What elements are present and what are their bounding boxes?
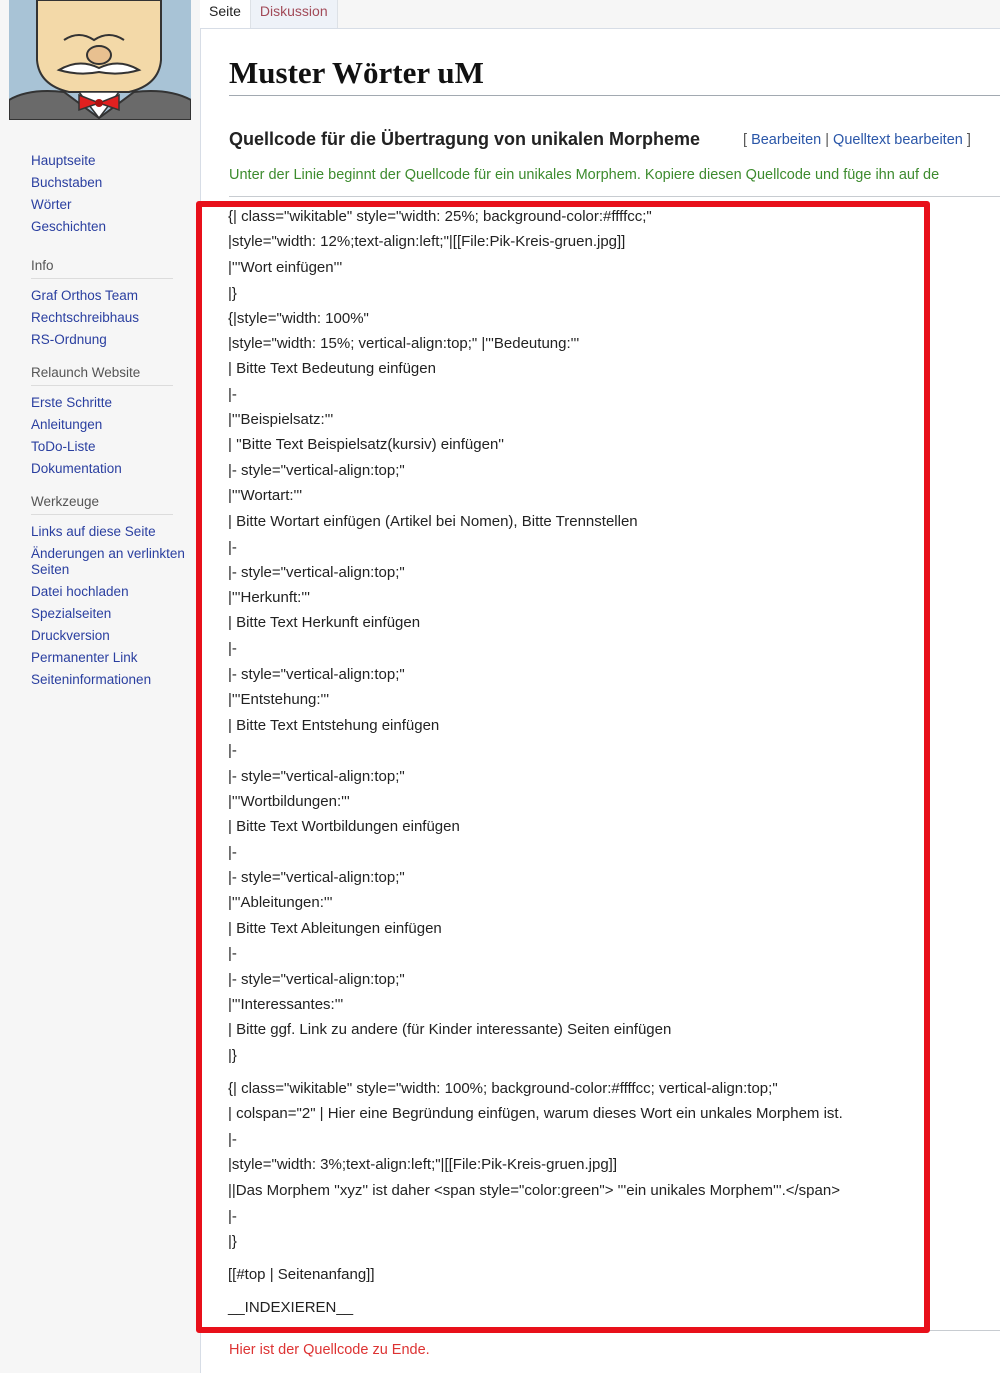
code-line: |style="width: 15%; vertical-align:top;" |'''Bedeutung:''' [228, 335, 580, 352]
sidebar-item-todo-liste[interactable]: ToDo-Liste [31, 439, 96, 454]
code-line: __INDEXIEREN__ [228, 1299, 354, 1316]
sidebar-item-druckversion[interactable]: Druckversion [31, 628, 110, 643]
sidebar-item-seiteninformationen[interactable]: Seiteninformationen [31, 672, 152, 687]
portal-heading-info: Info [31, 256, 173, 279]
code-line: |'''Herkunft:''' [228, 589, 310, 606]
edit-bracket-open: [ [743, 132, 748, 148]
code-start-divider [229, 196, 1000, 197]
site-logo[interactable] [9, 0, 191, 120]
code-line: | Bitte Text Ableitungen einfügen [228, 920, 442, 937]
sidebar-item-datei-hochladen[interactable]: Datei hochladen [31, 584, 129, 599]
code-line: | Bitte Wortart einfügen (Artikel bei Nomen), Bitte Trennstellen [228, 513, 638, 530]
portal-tools [31, 492, 191, 691]
sidebar-item-buchstaben[interactable]: Buchstaben [31, 175, 103, 190]
portal-heading-relaunch: Relaunch Website [31, 363, 173, 386]
portal-relaunch [31, 363, 191, 480]
code-line: |} [228, 285, 237, 302]
code-line: |- [228, 844, 237, 861]
sidebar-item-graf-orthos-team[interactable]: Graf Orthos Team [31, 288, 139, 303]
tab-seite[interactable]: Seite [200, 0, 251, 29]
code-line: | Bitte Text Bedeutung einfügen [228, 360, 436, 377]
sidebar-item-erste-schritte[interactable]: Erste Schritte [31, 395, 113, 410]
sidebar-item-spezialseiten[interactable]: Spezialseiten [31, 606, 112, 621]
sidebar-item-hauptseite[interactable]: Hauptseite [31, 153, 96, 168]
tab-diskussion[interactable]: Diskussion [251, 0, 338, 29]
edit-link[interactable]: Bearbeiten [751, 132, 822, 148]
portal-main [31, 150, 191, 238]
cartoon-gentleman-logo-icon [9, 0, 191, 120]
code-line: |'''Interessantes:''' [228, 996, 344, 1013]
code-line: | Bitte Text Wortbildungen einfügen [228, 818, 460, 835]
section-heading: Quellcode für die Übertragung von unikalen Morpheme [229, 129, 701, 149]
code-line: | ''Bitte Text Beispielsatz(kursiv) einfügen'' [228, 436, 505, 453]
code-line: |'''Wortart:''' [228, 487, 303, 504]
sidebar-navigation [31, 150, 191, 691]
intro-text: Unter der Linie beginnt der Quellcode für ein unikales Morphem. Kopiere diesen Quellcode und füge ihn auf de [229, 167, 940, 183]
code-line: |- [228, 1131, 237, 1148]
code-line: |- style="vertical-align:top;" [228, 971, 405, 988]
code-line: |- [228, 640, 237, 657]
sidebar-item-rs-ordnung[interactable]: RS-Ordnung [31, 332, 107, 347]
edit-source-link[interactable]: Quelltext bearbeiten [833, 132, 963, 148]
code-line: {| class="wikitable" style="width: 100%; background-color:#ffffcc; vertical-align:top;" [228, 1080, 778, 1097]
code-line: |- style="vertical-align:top;" [228, 462, 405, 479]
code-line: | Bitte Text Herkunft einfügen [228, 614, 421, 631]
outro-text: Hier ist der Quellcode zu Ende. [229, 1342, 430, 1358]
portal-info [31, 256, 191, 351]
code-line: |- style="vertical-align:top;" [228, 768, 405, 785]
code-line: |- [228, 742, 237, 759]
sidebar-item-woerter[interactable]: Wörter [31, 197, 72, 212]
code-line: |- style="vertical-align:top;" [228, 564, 405, 581]
code-line: |} [228, 1233, 237, 1250]
portal-heading-tools: Werkzeuge [31, 492, 173, 515]
code-line: {| class="wikitable" style="width: 25%; background-color:#ffffcc;" [228, 208, 652, 225]
code-line: |} [228, 1047, 237, 1064]
code-line: |'''Ableitungen:''' [228, 894, 333, 911]
code-line: |style="width: 3%;text-align:left;"|[[File:Pik-Kreis-gruen.jpg]] [228, 1156, 618, 1173]
edit-separator: | [825, 132, 830, 148]
sidebar-item-anleitungen[interactable]: Anleitungen [31, 417, 103, 432]
title-divider [229, 95, 1000, 96]
sidebar [0, 0, 200, 1373]
code-line: |'''Beispielsatz:''' [228, 411, 334, 428]
sidebar-item-links-auf-diese-seite[interactable]: Links auf diese Seite [31, 524, 156, 539]
code-line: |- [228, 1208, 237, 1225]
page-title: Muster Wörter uM [229, 55, 484, 90]
sidebar-item-aenderungen[interactable]: Änderungen an verlinkten Seiten [31, 546, 185, 577]
code-line: | Bitte ggf. Link zu andere (für Kinder interessante) Seiten einfügen [228, 1021, 672, 1038]
code-line: |- [228, 386, 237, 403]
code-line: |style="width: 12%;text-align:left;"|[[File:Pik-Kreis-gruen.jpg]] [228, 233, 626, 250]
edit-bracket-close: ] [966, 132, 971, 148]
code-line: |'''Wort einfügen''' [228, 259, 343, 276]
code-line: |- [228, 539, 237, 556]
code-line: [[#top | Seitenanfang]] [228, 1266, 375, 1283]
code-line: |- [228, 945, 237, 962]
page-tabs [200, 0, 338, 29]
code-line: |'''Entstehung:''' [228, 691, 330, 708]
sidebar-item-rechtschreibhaus[interactable]: Rechtschreibhaus [31, 310, 140, 325]
code-line: | Bitte Text Entstehung einfügen [228, 717, 440, 734]
code-line: |- style="vertical-align:top;" [228, 869, 405, 886]
sidebar-item-geschichten[interactable]: Geschichten [31, 219, 107, 234]
code-line: {|style="width: 100%" [228, 310, 369, 327]
code-end-divider [229, 1330, 1000, 1331]
code-line: |'''Wortbildungen:''' [228, 793, 350, 810]
sidebar-item-dokumentation[interactable]: Dokumentation [31, 461, 122, 476]
code-line: ||Das Morphem ''xyz'' ist daher <span style="color:green"> '''ein unikales Morphem'''.</span> [228, 1182, 840, 1199]
code-line: |- style="vertical-align:top;" [228, 666, 405, 683]
code-line: | colspan="2" | Hier eine Begründung einfügen, warum dieses Wort ein unkales Morphem ist. [228, 1105, 843, 1122]
edit-section-links [743, 132, 971, 148]
sidebar-item-permanenter-link[interactable]: Permanenter Link [31, 650, 138, 665]
